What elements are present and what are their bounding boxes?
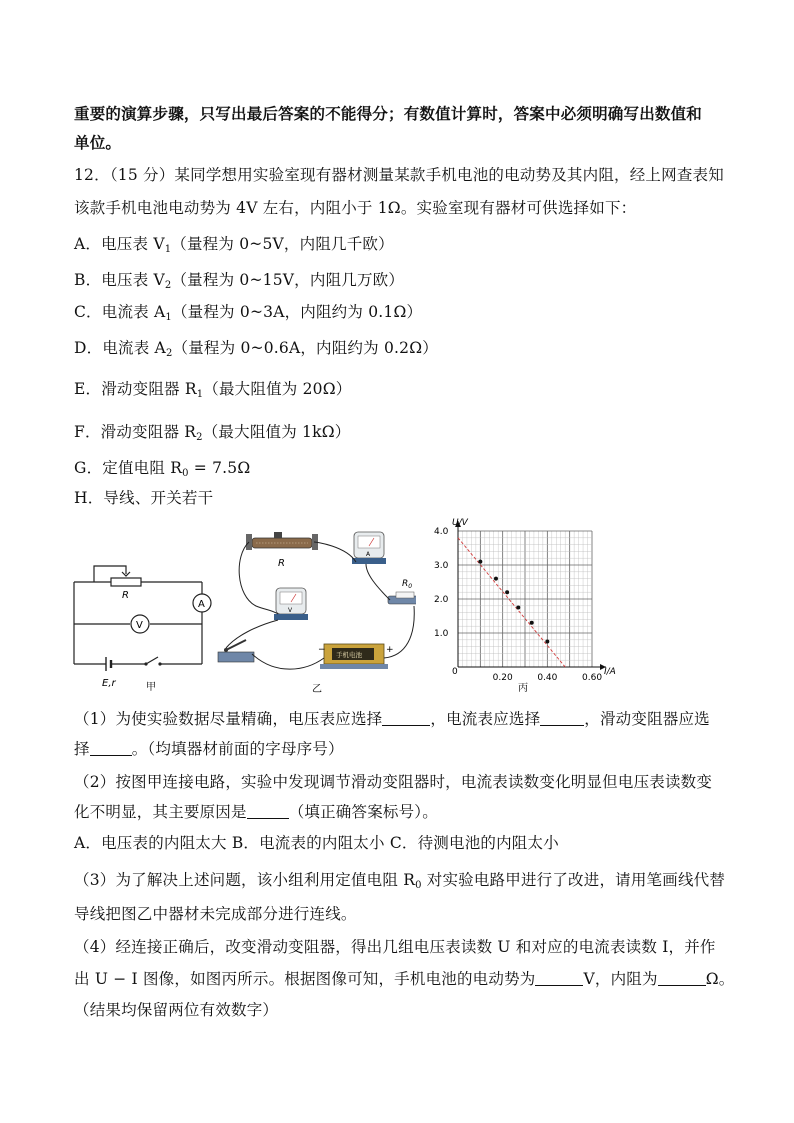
option-g: G．定值电阻 $R_0 = 7.5\Omega$ [74,459,251,479]
y-tick-label: 2.0 [434,595,449,605]
chart-grid [458,531,592,667]
q3-line-2: 导线把图乙中器材未完成部分进行连线。 [74,905,357,923]
yi-label-r: R [278,558,285,569]
yi-label-r0: $R_0$ [402,579,413,590]
option-d: D．电流表 $A_2$（量程为 0~0.6A，内阻约为 0.2Ω） [74,339,438,359]
option-h: H．导线、开关若干 [74,489,214,507]
figure-yi-equipment [216,526,416,696]
q1-blank-ammeter[interactable] [540,711,584,726]
data-point [545,640,549,644]
jia-caption: 甲 [146,682,156,693]
yi-battery-label: 手机电池 [336,651,362,659]
yi-meter-a: A [366,551,371,558]
q2-blank-answer[interactable] [247,804,289,819]
jia-label-er: E,r [102,678,116,689]
yi-meter-v: V [288,607,293,614]
option-b: B．电压表 $V_2$（量程为 0~15V，内阻几万欧） [74,271,405,291]
figure-bing-chart [432,515,632,697]
q1-line-2: 择 。（均填器材前面的字母序号） [74,740,344,758]
yi-voltmeter [274,588,308,620]
data-point [505,590,509,594]
q4-line-2: 出 U − I 图像，如图丙所示。根据图像可知，手机电池的电动势为 V，内阻为 Ω。 [74,970,735,988]
figure-jia-circuit [66,556,216,696]
option-c: C．电流表 $A_1$（量程为 0~3A，内阻约为 0.1Ω） [74,303,423,323]
q2-line-2: 化不明显，其主要原因是 （填正确答案标号）。 [74,803,438,821]
question-line-1: 12．（15 分）某同学想用实验室现有器材测量某款手机电池的电动势及其内阻，经上网查表知 [74,166,724,184]
bing-caption: 丙 [518,683,528,694]
q4-blank-resistance[interactable] [658,971,706,986]
x-tick-label: 0.60 [582,673,603,683]
x-tick-label: 0.20 [492,673,513,683]
data-point [494,577,498,581]
data-point [516,606,520,610]
chart-axes [455,521,606,670]
q2-line-1: （2）按图甲连接电路，实验中发现调节滑动变阻器时，电流表读数变化明显但电压表读数变 [74,773,713,791]
jia-label-r: R [122,590,129,601]
yi-caption: 乙 [312,684,322,695]
x-tick-label: 0.40 [537,673,558,683]
option-e: E．滑动变阻器 $R_1$（最大阻值为 20Ω） [74,380,352,400]
question-line-2: 该款手机电池电动势为 4V 左右，内阻小于 1Ω。实验室现有器材可供选择如下： [74,199,637,217]
q2-options: A．电压表的内阻太大 B．电流表的内阻太小 C．待测电池的内阻太小 [74,834,559,852]
chart-ylabel: U/V [452,518,468,528]
chart-tick-labels [434,527,602,683]
chart-points [478,560,549,644]
q1-line-1: （1）为使实验数据尽量精确，电压表应选择 ，电流表应选择 ，滑动变阻器应选 [74,710,710,728]
y-tick-label: 4.0 [434,527,449,537]
yi-minus: − [318,645,326,655]
q4-line-3: （结果均保留两位有效数字） [74,1001,279,1019]
yi-ammeter [352,532,386,564]
yi-rheostat [246,532,318,550]
q1-blank-voltmeter[interactable] [382,711,430,726]
q4-blank-emf[interactable] [535,971,583,986]
q3-line-1: （3）为了解决上述问题，该小组利用定值电阻 $R_0$ 对实验电路甲进行了改进，请用笔画线代替 [74,871,726,891]
jia-label-a: A [198,599,205,610]
intro-line-1: 重要的演算步骤，只写出最后答案的不能得分；有数值计算时，答案中必须明确写出数值和 [74,104,703,123]
yi-switch [218,640,254,662]
data-point [478,560,482,564]
data-point [530,621,534,625]
intro-line-2: 单位。 [74,133,122,152]
chart-origin: 0 [452,667,458,677]
chart-xlabel: I/A [604,667,616,677]
q1-blank-rheostat[interactable] [90,741,132,756]
option-f: F．滑动变阻器 $R_2$（最大阻值为 1kΩ） [74,423,351,443]
y-tick-label: 3.0 [434,561,449,571]
jia-label-v: V [136,620,143,631]
yi-plus: + [386,645,394,655]
yi-resistor-r0 [388,592,416,604]
option-a: A．电压表 $V_1$（量程为 0~5V，内阻几千欧） [74,235,394,255]
q4-line-1: （4）经连接正确后，改变滑动变阻器，得出几组电压表读数 U 和对应的电流表读数 I，并作 [74,938,716,956]
y-tick-label: 1.0 [434,629,449,639]
